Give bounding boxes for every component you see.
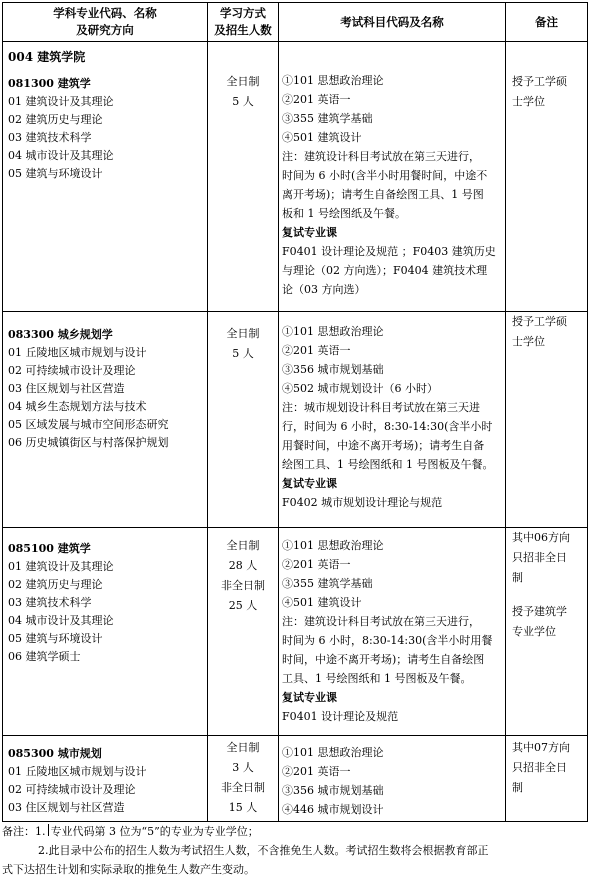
study-mode: 全日制 [226, 327, 260, 340]
program-code-name: 085100 建筑学 [8, 542, 91, 555]
study-mode-cell [208, 42, 279, 312]
exam-note-line: 工具、1 号绘图纸和 1 号图板及午餐。 [282, 672, 472, 685]
subject-item: ①101 思想政治理论 [282, 325, 384, 338]
direction-item: 03 住区规划与社区营造 [8, 382, 125, 395]
direction-item: 04 城市设计及其理论 [8, 149, 114, 162]
subjects-cell [279, 736, 506, 822]
enrollment-count: 15 人 [228, 801, 258, 814]
direction-item: 06 历史城镇街区与村落保护规划 [8, 436, 169, 449]
remark-line: 制 [512, 571, 523, 584]
exam-note-line: 用餐时间，中途不离开考场)；请考生自备 [282, 439, 485, 452]
enrollment-count: 5 人 [232, 95, 254, 108]
direction-item: 05 建筑与环境设计 [8, 167, 103, 180]
direction-item: 04 城市设计及其理论 [8, 614, 114, 627]
remark-line: 其中07方向 [512, 741, 570, 754]
subject-item: ③355 建筑学基础 [282, 577, 373, 590]
direction-item: 02 建筑历史与理论 [8, 113, 103, 126]
remarks-cell [506, 736, 588, 822]
subjects-cell [279, 42, 506, 312]
subject-item: ②201 英语一 [282, 765, 351, 778]
exam-note-line: 板和 1 号绘图纸及午餐。 [282, 207, 406, 220]
enrollment-count: 28 人 [228, 559, 258, 572]
program-code-name: 085300 城市规划 [8, 747, 102, 760]
direction-item: 01 丘陵地区城市规划与设计 [8, 346, 147, 359]
subject-item: ③356 城市规划基础 [282, 363, 384, 376]
admissions-table [2, 2, 588, 822]
retest-line: F0401 设计理论及规范 [282, 710, 399, 723]
direction-item: 04 城乡生态规划方法与技术 [8, 400, 147, 413]
study-mode: 非全日制 [221, 781, 265, 794]
exam-note-line: 行，时间为 6 小时，8:30-14:30(含半小时 [282, 420, 493, 433]
remark-line: 只招非全日 [512, 761, 567, 774]
major-cell [3, 312, 208, 528]
subject-item: ④501 建筑设计 [282, 596, 362, 609]
exam-note-line: 绘图工具、1 号绘图纸和 1 号图板及午餐。 [282, 458, 494, 471]
major-cell [3, 736, 208, 822]
subject-item: ③355 建筑学基础 [282, 112, 373, 125]
table-row [3, 312, 588, 528]
subjects-cell [279, 528, 506, 736]
school-title: 004 建筑学院 [8, 50, 86, 64]
remark-line: 授予工学硕 [512, 75, 567, 88]
exam-note-line: 时间，中途不离开考场)；请考生自备绘图 [282, 653, 485, 666]
footer-notes [2, 822, 586, 879]
direction-item: 05 建筑与环境设计 [8, 632, 103, 645]
header-exam-subjects: 考试科目代码及名称 [279, 3, 506, 42]
study-mode: 全日制 [226, 75, 260, 88]
footer-note-2a: 2.此目录中公布的招生人数为考试招生人数，不含推免生人数。考试招生数将会根据教育部正 [38, 844, 489, 857]
retest-line: 与理论（02 方向选）；F0404 建筑技术理 [282, 264, 488, 277]
direction-item: 01 丘陵地区城市规划与设计 [8, 765, 147, 778]
program-code-name: 083300 城乡规划学 [8, 328, 113, 341]
direction-item: 03 建筑技术科学 [8, 131, 92, 144]
subject-item: ②201 英语一 [282, 558, 351, 571]
subject-item: ①101 思想政治理论 [282, 74, 384, 87]
exam-note-line: 注：建筑设计科目考试放在第三天进行， [282, 615, 480, 628]
direction-item: 05 区域发展与城市空间形态研究 [8, 418, 169, 431]
exam-note-line: 时间为 6 小时，8:30-14:30(含半小时用餐 [282, 634, 493, 647]
direction-item: 06 建筑学硕士 [8, 650, 81, 663]
remarks-cell [506, 42, 588, 312]
retest-line: 论（03 方向选） [282, 283, 366, 296]
header-study-mode: 学习方式 及招生人数 [208, 3, 279, 42]
header-major: 学科专业代码、名称 及研究方向 [3, 3, 208, 42]
subject-item: ②201 英语一 [282, 93, 351, 106]
study-mode: 全日制 [226, 741, 260, 754]
study-mode: 全日制 [226, 539, 260, 552]
study-mode-cell [208, 312, 279, 528]
subject-item: ③356 城市规划基础 [282, 784, 384, 797]
enrollment-count: 25 人 [228, 599, 258, 612]
remark-line: 只招非全日 [512, 551, 567, 564]
table-header-row [3, 3, 588, 42]
footer-note-2b: 式下达招生计划和实际录取的推免生人数产生变动。 [2, 863, 255, 876]
direction-item: 01 建筑设计及其理论 [8, 560, 114, 573]
remark-line: 士学位 [512, 95, 545, 108]
direction-item: 03 住区规划与社区营造 [8, 801, 125, 814]
remark-line: 授予建筑学 [512, 605, 567, 618]
text-cursor-icon [48, 824, 49, 836]
subjects-cell [279, 312, 506, 528]
study-mode: 非全日制 [221, 579, 265, 592]
remark-line: 制 [512, 781, 523, 794]
remark-line: 其中06方向 [512, 531, 570, 544]
subject-item: ①101 思想政治理论 [282, 746, 384, 759]
retest-line: F0401 设计理论及规范 ；F0403 建筑历史 [282, 245, 496, 258]
direction-item: 02 可持续城市设计及理论 [8, 364, 136, 377]
subject-item: ④501 建筑设计 [282, 131, 362, 144]
subject-item: ②201 英语一 [282, 344, 351, 357]
remark-line: 授予工学硕 [512, 315, 567, 328]
remark-line: 士学位 [512, 335, 545, 348]
footer-note-1-num: 1. [35, 825, 46, 838]
footer-label: 备注： [2, 825, 35, 838]
direction-item: 03 建筑技术科学 [8, 596, 92, 609]
exam-note-line: 注：城市规划设计科目考试放在第三天进 [282, 401, 480, 414]
remark-line: 专业学位 [512, 625, 556, 638]
exam-note-line: 时间为 6 小时(含半小时用餐时间，中途不 [282, 169, 488, 182]
table-row [3, 528, 588, 736]
retest-title: 复试专业课 [282, 226, 337, 239]
footer-note-1-text: 专业代码第 3 位为“5”的专业为专业学位； [50, 825, 259, 838]
subject-item: ④502 城市规划设计（6 小时） [282, 382, 438, 395]
study-mode-cell [208, 736, 279, 822]
direction-item: 01 建筑设计及其理论 [8, 95, 114, 108]
remarks-cell [506, 528, 588, 736]
direction-item: 02 建筑历史与理论 [8, 578, 103, 591]
remarks-cell [506, 312, 588, 528]
retest-title: 复试专业课 [282, 691, 337, 704]
direction-item: 02 可持续城市设计及理论 [8, 783, 136, 796]
subject-item: ①101 思想政治理论 [282, 539, 384, 552]
table-row [3, 736, 588, 822]
major-cell [3, 528, 208, 736]
retest-title: 复试专业课 [282, 477, 337, 490]
program-code-name: 081300 建筑学 [8, 77, 91, 90]
footer-note-1 [2, 822, 586, 841]
exam-note-line: 注：建筑设计科目考试放在第三天进行， [282, 150, 480, 163]
enrollment-count: 3 人 [232, 761, 254, 774]
subject-item: ④446 城市规划设计 [282, 803, 384, 816]
header-remarks: 备注 [506, 3, 588, 42]
retest-line: F0402 城市规划设计理论与规范 [282, 496, 443, 509]
major-cell [3, 42, 208, 312]
enrollment-count: 5 人 [232, 347, 254, 360]
exam-note-line: 离开考场)；请考生自备绘图工具、1 号图 [282, 188, 484, 201]
study-mode-cell [208, 528, 279, 736]
table-row [3, 42, 588, 312]
